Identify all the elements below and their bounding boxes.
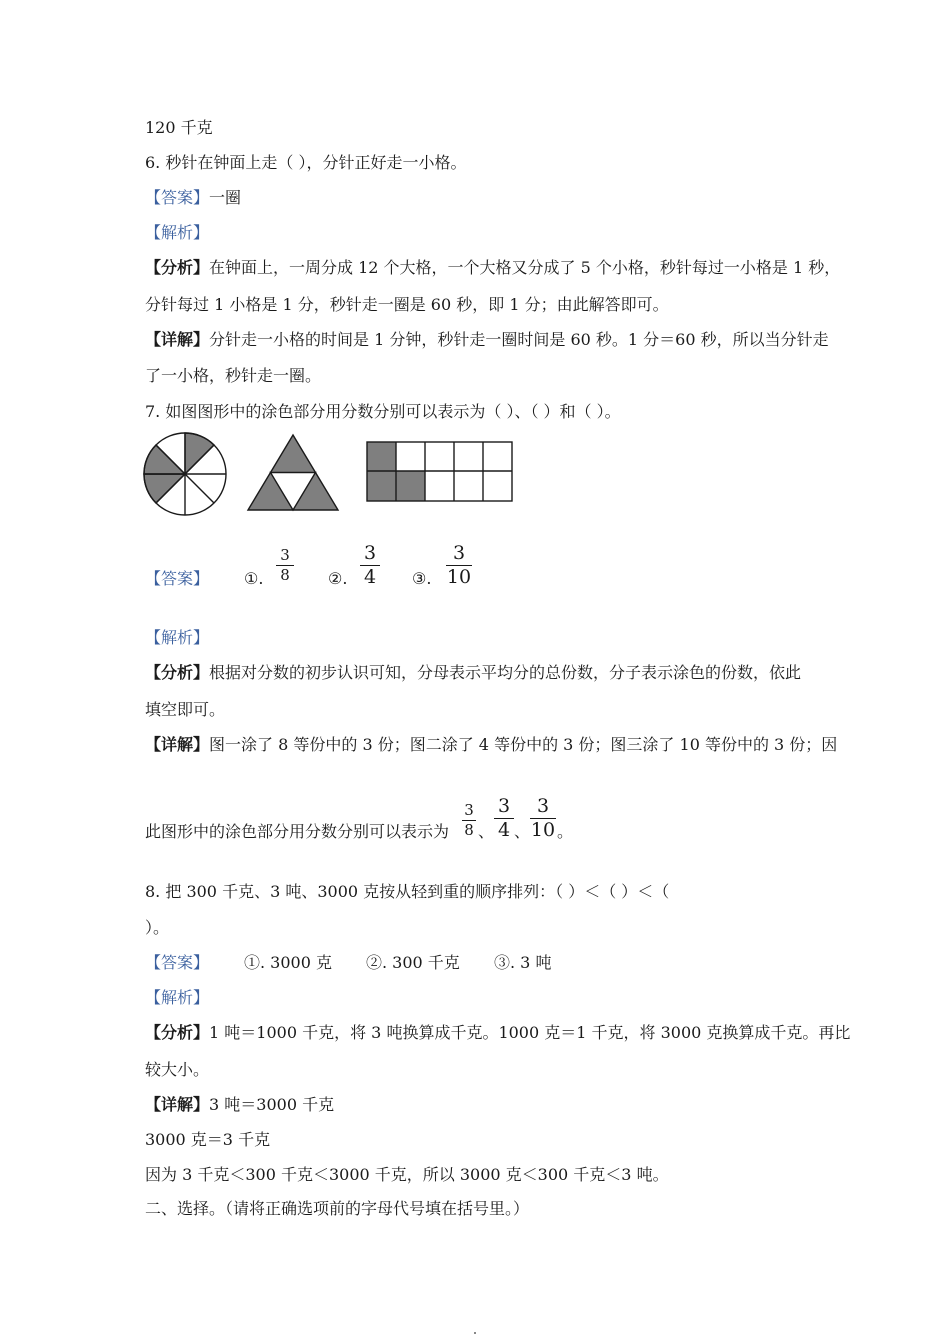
q8-xiangjie-line1 <box>145 1095 334 1115</box>
q7-conclusion-fraction-1 <box>462 801 476 840</box>
q7-xiangjie-line1 <box>145 735 837 755</box>
q7-analysis-tag: 【解析】 <box>145 628 210 647</box>
q7-xiangjie-2: 此图形中的涂色部分用分数分别可以表示为 <box>145 822 450 841</box>
figure-circle <box>142 431 228 517</box>
top-line: 120 千克 <box>145 118 213 137</box>
q6-question: 6. 秒针在钟面上走（ ），分针正好走一小格。 <box>145 153 467 172</box>
q7-answer-3-num: 3 <box>452 542 466 564</box>
q6-answer: 一圈 <box>209 188 242 207</box>
circle-sector-shaded-3 <box>144 445 185 474</box>
q6-answer-line <box>145 188 241 208</box>
rect-cell-shaded-3 <box>396 471 425 501</box>
q6-answer-tag: 【答案】 <box>145 188 210 207</box>
q7-answer-2-den: 4 <box>363 566 377 588</box>
q8-question-1: 8. 把 300 千克、3 吨、3000 克按从轻到重的顺序排列：（ ）＜（ ）＜（ <box>145 882 670 901</box>
q7-fenxi-2: 填空即可。 <box>145 700 226 719</box>
q8-fenxi-1: 1 吨＝1000 千克，将 3 吨换算成千克。1000 克＝1 千克，将 3000 克换算成千克。再比 <box>209 1023 851 1042</box>
figure-triangle <box>246 433 340 513</box>
q7-answer-marker-2: ②. <box>328 569 348 588</box>
q7-conclusion-3-den: 10 <box>530 819 556 841</box>
q7-fenxi-1: 根据对分数的初步认识可知，分母表示平均分的总份数，分子表示涂色的份数，依此 <box>209 663 802 682</box>
q6-fenxi-tag: 【分析】 <box>145 258 210 277</box>
q7-answer-fraction-2 <box>360 542 380 589</box>
circle-sector-shaded-2 <box>144 474 185 503</box>
q7-conclusion-sep-1: 、 <box>478 822 495 841</box>
q6-xiangjie-tag: 【详解】 <box>145 330 210 349</box>
q6-xiangjie-2: 了一小格，秒针走一圈。 <box>145 366 322 385</box>
q7-answer-1-den: 8 <box>280 566 290 584</box>
q7-conclusion-1-den: 8 <box>464 821 474 839</box>
q7-fenxi-line1 <box>145 663 801 683</box>
q7-answer-fraction-3 <box>446 542 472 589</box>
q7-answer-2-num: 3 <box>363 542 377 564</box>
q7-conclusion-end: 。 <box>557 822 574 841</box>
q7-conclusion-fraction-3 <box>530 795 556 842</box>
q7-xiangjie-tag: 【详解】 <box>145 735 210 754</box>
q7-fenxi-tag: 【分析】 <box>145 663 210 682</box>
q8-question-2: ）。 <box>145 918 170 937</box>
q8-xiangjie-tag: 【详解】 <box>145 1095 210 1114</box>
q8-fenxi-2: 较大小。 <box>145 1060 210 1079</box>
rect-cell-shaded-1 <box>367 442 396 471</box>
q7-answer-marker-1: ①. <box>244 569 264 588</box>
q7-conclusion-2-den: 4 <box>497 819 511 841</box>
q7-answer-3-den: 10 <box>446 566 472 588</box>
page-dot <box>474 1332 476 1334</box>
q6-xiangjie-1: 分针走一小格的时间是 1 分钟，秒针走一圈时间是 60 秒。1 分＝60 秒，所以当分针走 <box>209 330 829 349</box>
circle-sector-shaded-1 <box>185 433 214 474</box>
q8-line-2: 3000 克＝3 千克 <box>145 1130 271 1149</box>
q8-fenxi-line1 <box>145 1023 850 1043</box>
q8-answer-3: ③. 3 吨 <box>494 953 552 972</box>
q7-conclusion-fraction-2 <box>494 795 514 842</box>
q7-conclusion-sep-2: 、 <box>514 822 531 841</box>
q7-xiangjie-1: 图一涂了 8 等份中的 3 份；图二涂了 4 等份中的 3 份；图三涂了 10 等份中的 3 份；因 <box>209 735 838 754</box>
q6-fenxi-2: 分针每过 1 小格是 1 分，秒针走一圈是 60 秒，即 1 分；由此解答即可。 <box>145 295 669 314</box>
q8-xiangjie-1: 3 吨＝3000 千克 <box>209 1095 335 1114</box>
q8-fenxi-tag: 【分析】 <box>145 1023 210 1042</box>
q7-answer-tag: 【答案】 <box>145 569 210 588</box>
q7-conclusion-1-num: 3 <box>464 801 474 819</box>
q6-fenxi-line1 <box>145 258 840 278</box>
section-2-heading: 二、选择。（请将正确选项前的字母代号填在括号里。） <box>145 1199 530 1218</box>
q7-answer-marker-3: ③. <box>412 569 432 588</box>
q8-line-3: 因为 3 千克＜300 千克＜3000 千克，所以 3000 克＜300 千克＜3 吨。 <box>145 1165 669 1184</box>
q8-analysis-tag: 【解析】 <box>145 988 210 1007</box>
rect-cell-shaded-2 <box>367 471 396 501</box>
q8-answer-tag: 【答案】 <box>145 953 210 972</box>
q7-answer-fraction-1 <box>276 546 294 585</box>
figure-rectangle <box>366 441 514 503</box>
q8-answer-1: ①. 3000 克 <box>244 953 332 972</box>
q8-answer-2: ②. 300 千克 <box>366 953 460 972</box>
q7-conclusion-3-num: 3 <box>536 795 550 817</box>
q6-analysis-tag: 【解析】 <box>145 223 210 242</box>
q7-conclusion-2-num: 3 <box>497 795 511 817</box>
q6-fenxi-1: 在钟面上，一周分成 12 个大格，一个大格又分成了 5 个小格，秒针每过一小格是 1 秒， <box>209 258 841 277</box>
q7-question: 7. 如图图形中的涂色部分用分数分别可以表示为（ ）、（ ）和（ ）。 <box>145 402 621 421</box>
q6-xiangjie-line1 <box>145 330 829 350</box>
q7-answer-1-num: 3 <box>280 546 290 564</box>
